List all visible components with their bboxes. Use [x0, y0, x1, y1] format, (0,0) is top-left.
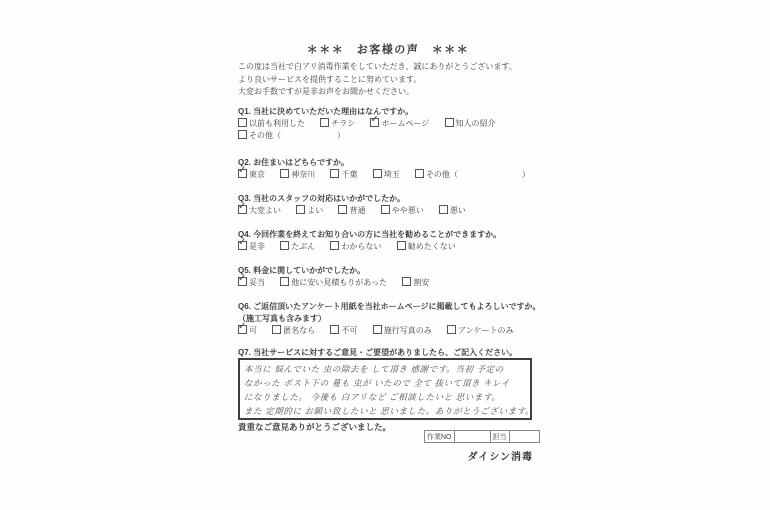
- checkbox-icon: [445, 118, 454, 127]
- option-row: [238, 205, 479, 217]
- question-title: Q3. 当社のスタッフの対応はいかがでしたか。: [238, 194, 406, 203]
- checkbox-icon: [238, 325, 247, 334]
- checkbox-icon: [280, 169, 289, 178]
- option-label: 施行写真のみ: [383, 326, 432, 335]
- checkbox-option: [238, 277, 265, 289]
- checkbox-option: [338, 205, 365, 217]
- thanks-message: 貴重なご意見ありがとうございました。: [238, 422, 392, 432]
- checkbox-icon: [330, 169, 339, 178]
- checkbox-icon: [373, 325, 382, 334]
- option-label: わからない: [341, 242, 382, 251]
- option-label: 不可: [341, 326, 358, 335]
- question-title: Q5. 料金に関していかがでしたか。: [238, 266, 366, 275]
- checkbox-icon: [272, 325, 281, 334]
- option-label: 知人の紹介: [455, 119, 496, 128]
- checkbox-icon: [447, 325, 456, 334]
- question-title: Q1. 当社に決めていただいた理由はなんですか。: [238, 107, 414, 116]
- option-row: [238, 169, 543, 181]
- checkbox-option: [381, 205, 424, 217]
- option-label: 以前も利用した: [249, 119, 305, 128]
- option-label: 悪い: [449, 206, 466, 215]
- handwritten-comment-line: また 定期的に お願い致したいと 思いました。ありがとうございます。: [243, 406, 535, 416]
- option-label: 大変よい: [249, 206, 281, 215]
- question-q4: [238, 229, 501, 253]
- work-no-value-cell: [454, 430, 491, 443]
- intro-paragraph: [238, 61, 517, 99]
- question-q5: [238, 265, 442, 289]
- question-title: Q6. ご返信頂いたアンケート用紙を当社ホームページに掲載してもよろしいですか。: [238, 302, 541, 311]
- staff-value-cell: [509, 430, 540, 443]
- checkbox-icon: [439, 205, 448, 214]
- checkbox-icon: [370, 118, 379, 127]
- checkbox-icon: [373, 169, 382, 178]
- checkbox-option: [397, 241, 456, 253]
- option-label: やや悪い: [391, 206, 424, 215]
- checkbox-option: [238, 130, 345, 142]
- checkbox-icon: [238, 130, 247, 139]
- checkbox-option: [280, 169, 315, 181]
- checkbox-icon: [296, 205, 305, 214]
- option-label: 普通: [349, 206, 366, 215]
- checkbox-option: [272, 325, 315, 337]
- option-row: [238, 118, 509, 130]
- question-q3: [238, 193, 479, 217]
- intro-line: より良いサービスを提供することに努めています。: [238, 74, 422, 84]
- handwritten-comment-line: 本当に 悩んでいた 虫の除去を して頂き 感謝です。当初 予定の: [243, 364, 505, 374]
- checkbox-icon: [402, 277, 411, 286]
- intro-line: 大変お手数ですが是非お声をお聞かせください。: [238, 87, 414, 96]
- checkbox-option: [330, 241, 381, 253]
- checkbox-option: [373, 169, 400, 181]
- checkbox-option: [445, 118, 496, 130]
- checkbox-icon: [330, 325, 339, 334]
- question-title: Q7. 当社サービスに対するご意見・ご要望がありましたら、ご記入ください。: [238, 348, 518, 357]
- checkbox-icon: [238, 169, 247, 178]
- handwritten-comment-line: になりました。 今後も 白アリなど ご相談したいと 思います。: [243, 392, 501, 402]
- checkbox-option: [447, 325, 514, 337]
- checkbox-icon: [280, 277, 289, 286]
- option-label: ホームページ: [381, 119, 430, 128]
- intro-line: この度は当社で白アリ消毒作業をしていただき、誠にありがとうございます。: [238, 62, 517, 71]
- checkbox-icon: [415, 169, 424, 178]
- option-label: 割安: [413, 278, 430, 287]
- checkbox-option: [373, 325, 432, 337]
- checkbox-icon: [238, 241, 247, 250]
- option-label: その他（ ）: [249, 131, 345, 140]
- checkbox-option: [238, 325, 257, 337]
- option-label: 妥当: [249, 278, 265, 287]
- option-label: たぶん: [291, 242, 316, 251]
- option-label: 勧めたくない: [407, 242, 456, 251]
- work-no-label: 作業NO: [424, 430, 455, 443]
- checkbox-icon: [330, 241, 339, 250]
- staff-label: 担当: [490, 430, 510, 443]
- checkbox-option: [320, 118, 355, 130]
- option-label: 可: [249, 326, 257, 335]
- checkbox-icon: [238, 118, 247, 127]
- checkbox-icon: [338, 205, 347, 214]
- question-title: Q2. お住まいはどちらですか。: [238, 158, 350, 167]
- handwritten-comment-box: [238, 358, 535, 420]
- checkbox-icon: [381, 205, 390, 214]
- office-use-table: [424, 430, 540, 443]
- option-label: よい: [307, 206, 324, 215]
- option-label: その他（ ）: [425, 170, 530, 179]
- option-row: [238, 277, 442, 289]
- checkbox-option: [330, 325, 357, 337]
- option-row: [238, 130, 509, 142]
- checkbox-option: [238, 118, 305, 130]
- checkbox-option: [415, 169, 530, 181]
- checkbox-option: [238, 169, 265, 181]
- checkbox-icon: [280, 241, 289, 250]
- company-name: ダイシン消毒: [467, 452, 533, 463]
- question-title: Q4. 今回作業を終えてお知り合いの方に当社を勧めることができますか。: [238, 230, 502, 239]
- checkbox-option: [296, 205, 323, 217]
- question-q6: [238, 301, 540, 337]
- checkbox-option: [439, 205, 466, 217]
- option-label: 他に安い見積もりがあった: [291, 278, 388, 287]
- option-label: 匿名なら: [283, 326, 316, 335]
- option-label: アンケートのみ: [457, 326, 514, 335]
- question-subtitle: （施工写真も含みます）: [238, 314, 326, 323]
- option-row: [238, 241, 501, 253]
- option-row: [238, 325, 540, 337]
- handwritten-comment-line: なかった ポスト下の 蔓も 虫が いたので 全て 抜いて頂き キレイ: [243, 378, 511, 388]
- checkbox-icon: [397, 241, 406, 250]
- question-q1: [238, 106, 509, 142]
- checkbox-option: [370, 118, 429, 130]
- checkbox-icon: [320, 118, 329, 127]
- page-title: ＊＊＊ お客様の声 ＊＊＊: [306, 44, 470, 56]
- option-label: 埼玉: [383, 170, 400, 179]
- option-label: チラシ: [331, 119, 356, 128]
- checkbox-option: [280, 277, 387, 289]
- option-label: 千葉: [341, 170, 358, 179]
- checkbox-icon: [238, 277, 247, 286]
- question-q2: [238, 157, 543, 181]
- checkbox-option: [238, 241, 265, 253]
- checkbox-option: [402, 277, 429, 289]
- checkbox-option: [330, 169, 357, 181]
- option-label: 是非: [249, 242, 265, 251]
- option-label: 東京: [249, 170, 265, 179]
- checkbox-option: [280, 241, 315, 253]
- checkbox-option: [238, 205, 281, 217]
- checkbox-icon: [238, 205, 247, 214]
- option-label: 神奈川: [291, 170, 316, 179]
